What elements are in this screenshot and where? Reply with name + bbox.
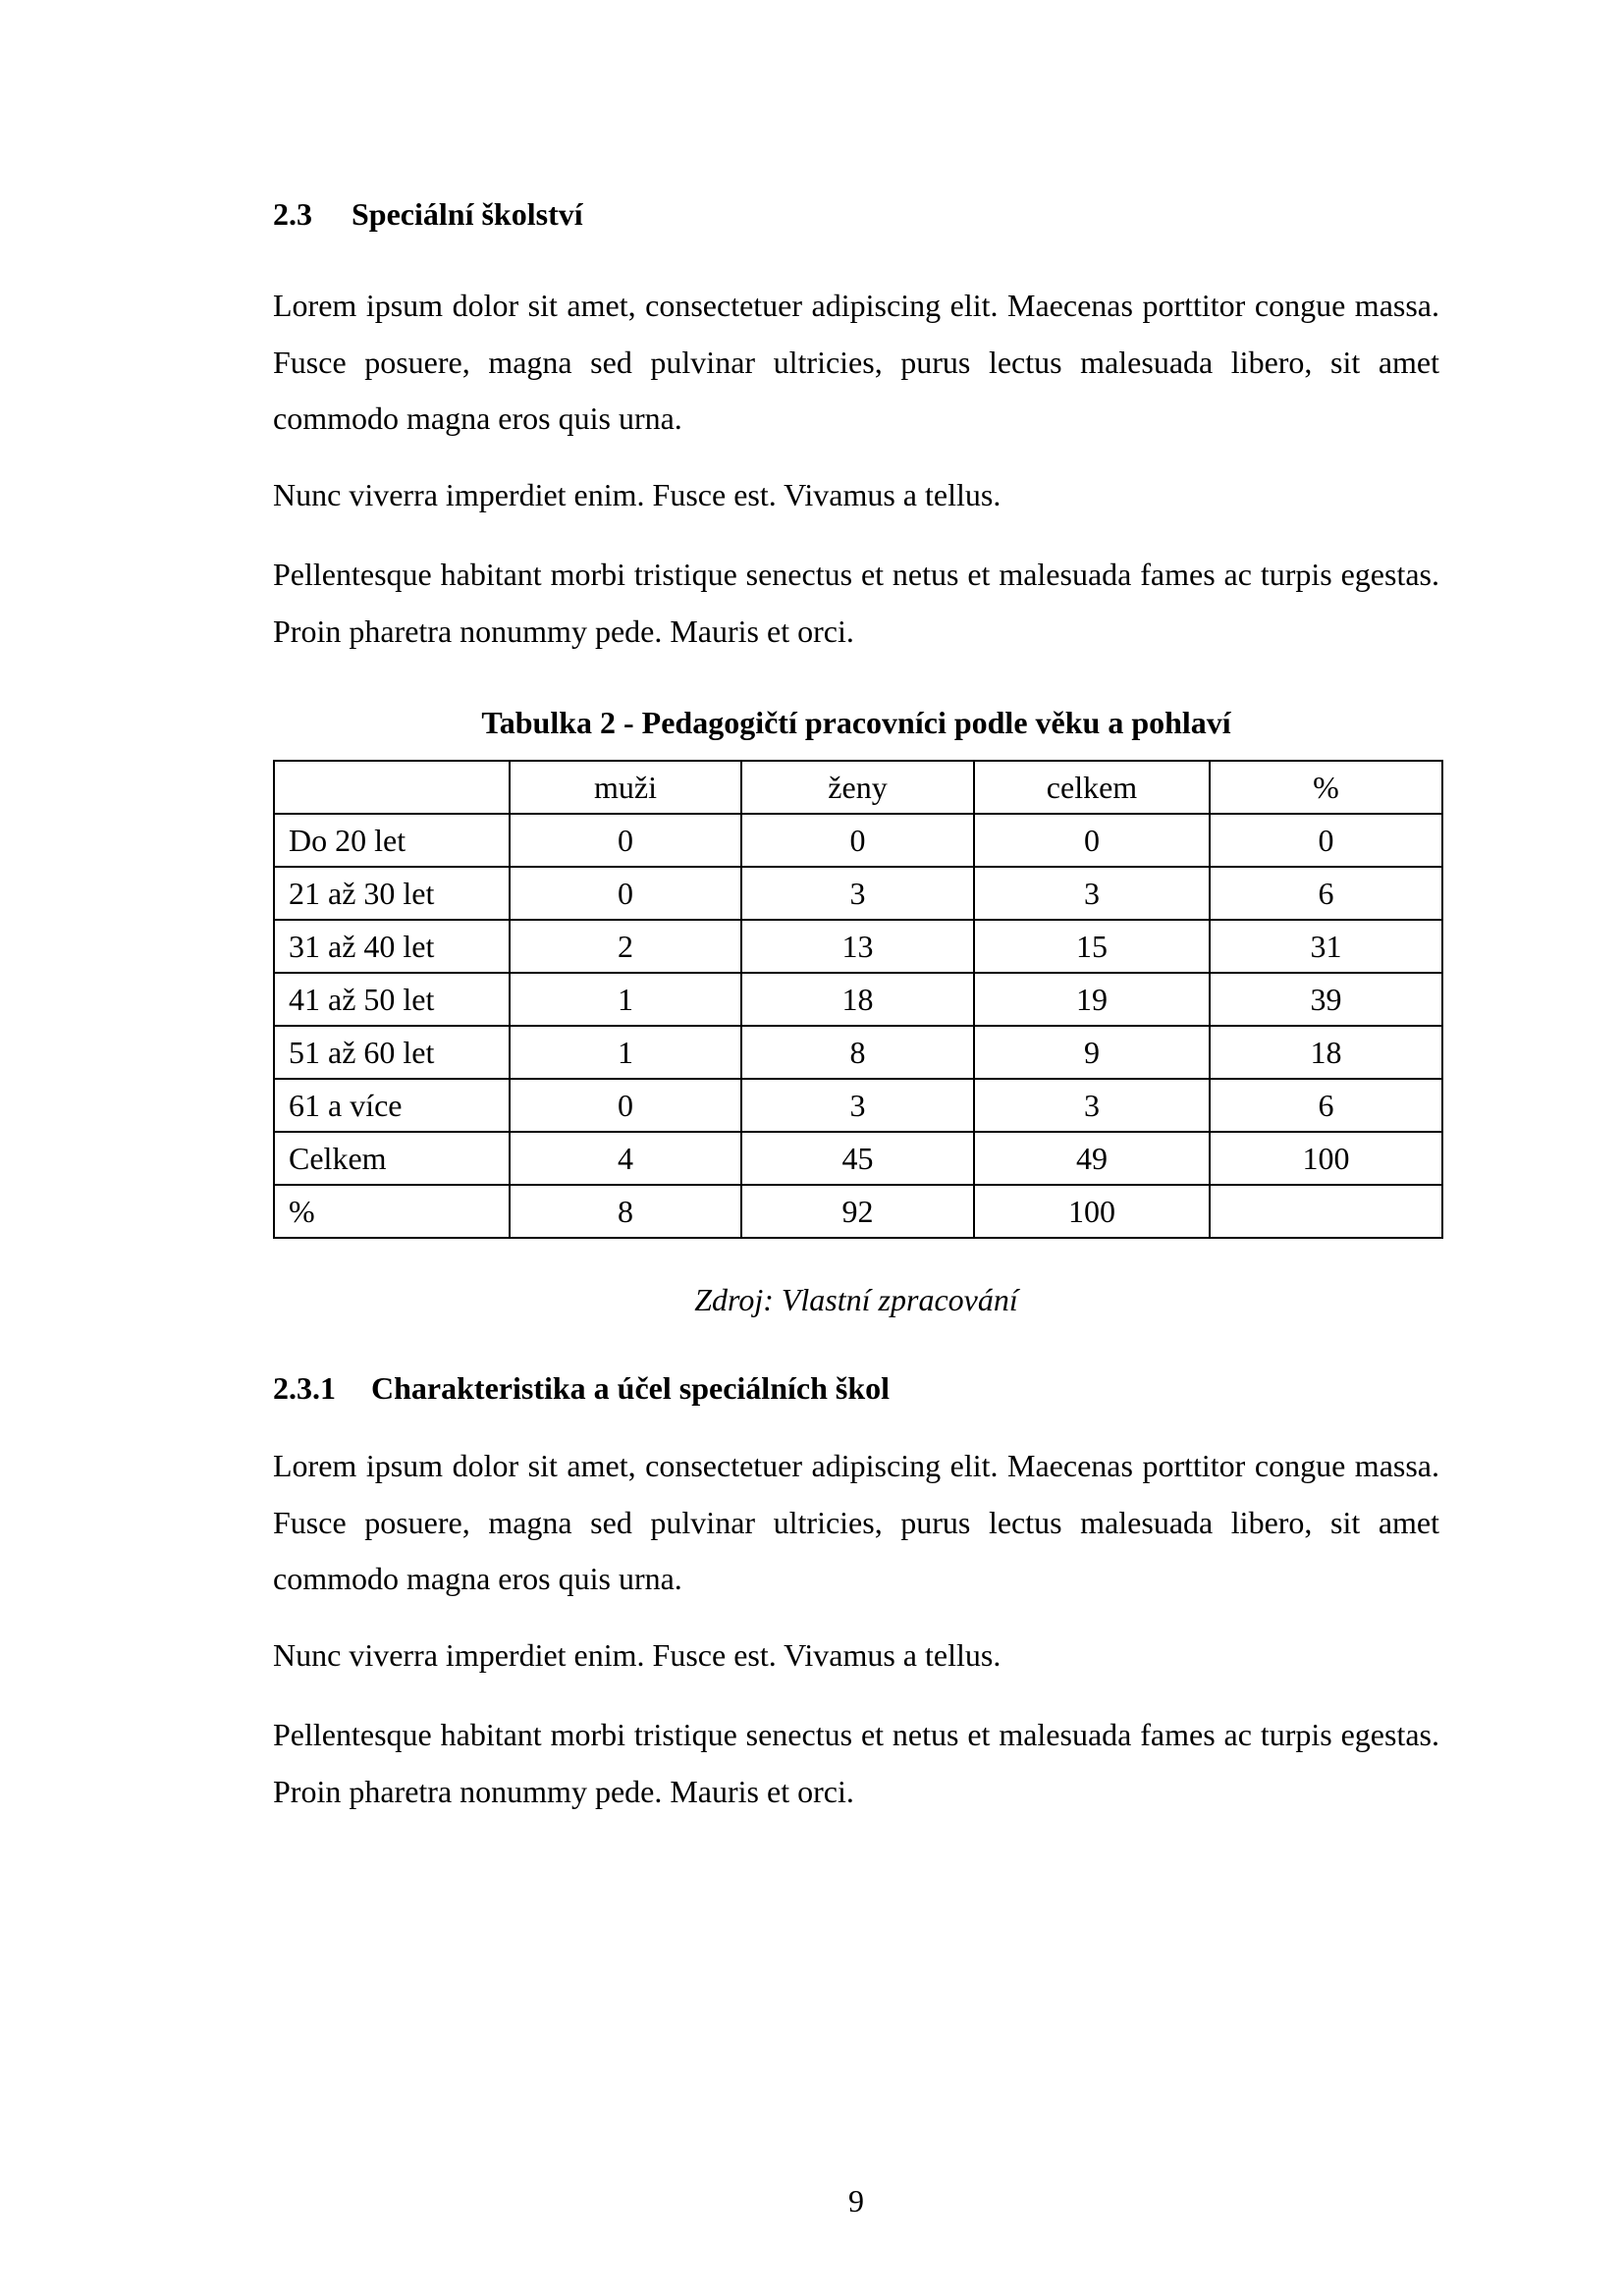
table-cell: 3 [741, 867, 974, 920]
table-cell: 8 [741, 1026, 974, 1079]
table-cell: 0 [741, 814, 974, 867]
table-cell: 49 [974, 1132, 1210, 1185]
subsection-title: Charakteristika a účel speciálních škol [371, 1370, 891, 1406]
table-cell: 0 [974, 814, 1210, 867]
table-row [274, 973, 1442, 1026]
table-cell: 1 [510, 973, 741, 1026]
table-row [274, 867, 1442, 920]
subsection-paragraph-1: Lorem ipsum dolor sit amet, consectetuer adipiscing elit. Maecenas porttitor congue massa. Fusce posuere, magna sed pulvinar ultricies, purus lectus malesuada libero, sit amet commodo magna eros quis urna. [273, 1448, 1439, 1596]
table-cell: 0 [510, 1079, 741, 1132]
table-cell: 6 [1210, 1079, 1442, 1132]
table-cell: 0 [510, 814, 741, 867]
table-cell: 100 [1210, 1132, 1442, 1185]
table-row [274, 1079, 1442, 1132]
table-row [274, 920, 1442, 973]
table-row [274, 814, 1442, 867]
row-label: 61 a více [274, 1079, 510, 1132]
table-row [274, 1026, 1442, 1079]
table-row [274, 1132, 1442, 1185]
table-cell: 18 [741, 973, 974, 1026]
subsection-paragraph-2: Nunc viverra imperdiet enim. Fusce est. Vivamus a tellus. [273, 1637, 1001, 1673]
table-header-row [274, 761, 1442, 814]
section-heading [273, 194, 583, 234]
table-row [274, 1185, 1442, 1238]
section-paragraph-1: Lorem ipsum dolor sit amet, consectetuer adipiscing elit. Maecenas porttitor congue massa. Fusce posuere, magna sed pulvinar ultricies, purus lectus malesuada libero, sit amet commodo magna eros quis urna. [273, 288, 1439, 436]
row-label: % [274, 1185, 510, 1238]
row-label: Celkem [274, 1132, 510, 1185]
table-cell: 19 [974, 973, 1210, 1026]
row-label: 51 až 60 let [274, 1026, 510, 1079]
table-caption: Tabulka 2 - Pedagogičtí pracovníci podle věku a pohlaví [481, 705, 1231, 740]
header-cell-zeny: ženy [741, 761, 974, 814]
table-cell: 2 [510, 920, 741, 973]
row-label: Do 20 let [274, 814, 510, 867]
table-cell: 4 [510, 1132, 741, 1185]
header-cell-muzi: muži [510, 761, 741, 814]
table-source: Zdroj: Vlastní zpracování [694, 1282, 1018, 1317]
table-cell: 0 [1210, 814, 1442, 867]
table-cell: 92 [741, 1185, 974, 1238]
row-label: 31 až 40 let [274, 920, 510, 973]
header-cell-celkem: celkem [974, 761, 1210, 814]
row-label: 21 až 30 let [274, 867, 510, 920]
section-paragraph-2: Nunc viverra imperdiet enim. Fusce est. Vivamus a tellus. [273, 477, 1001, 512]
table-cell [1210, 1185, 1442, 1238]
table-cell: 39 [1210, 973, 1442, 1026]
table-cell: 3 [974, 867, 1210, 920]
subsection-paragraph-3: Pellentesque habitant morbi tristique senectus et netus et malesuada fames ac turpis egestas. Proin pharetra nonummy pede. Mauris et orci. [273, 1717, 1439, 1809]
section-number: 2.3 [273, 196, 312, 232]
table-cell: 100 [974, 1185, 1210, 1238]
table-cell: 18 [1210, 1026, 1442, 1079]
table-cell: 0 [510, 867, 741, 920]
subsection-number: 2.3.1 [273, 1370, 336, 1406]
subsection-heading [273, 1368, 890, 1408]
table-cell: 6 [1210, 867, 1442, 920]
row-label: 41 až 50 let [274, 973, 510, 1026]
section-paragraph-3: Pellentesque habitant morbi tristique senectus et netus et malesuada fames ac turpis egestas. Proin pharetra nonummy pede. Mauris et orci. [273, 557, 1439, 649]
table-cell: 1 [510, 1026, 741, 1079]
table-cell: 45 [741, 1132, 974, 1185]
table-cell: 8 [510, 1185, 741, 1238]
table-cell: 3 [974, 1079, 1210, 1132]
section-title: Speciální školství [352, 196, 583, 232]
header-cell-empty [274, 761, 510, 814]
header-cell-percent: % [1210, 761, 1442, 814]
table-cell: 13 [741, 920, 974, 973]
age-gender-table [273, 760, 1443, 1239]
table-cell: 31 [1210, 920, 1442, 973]
table-cell: 15 [974, 920, 1210, 973]
table-cell: 3 [741, 1079, 974, 1132]
page-number: 9 [848, 2183, 864, 2218]
table-cell: 9 [974, 1026, 1210, 1079]
